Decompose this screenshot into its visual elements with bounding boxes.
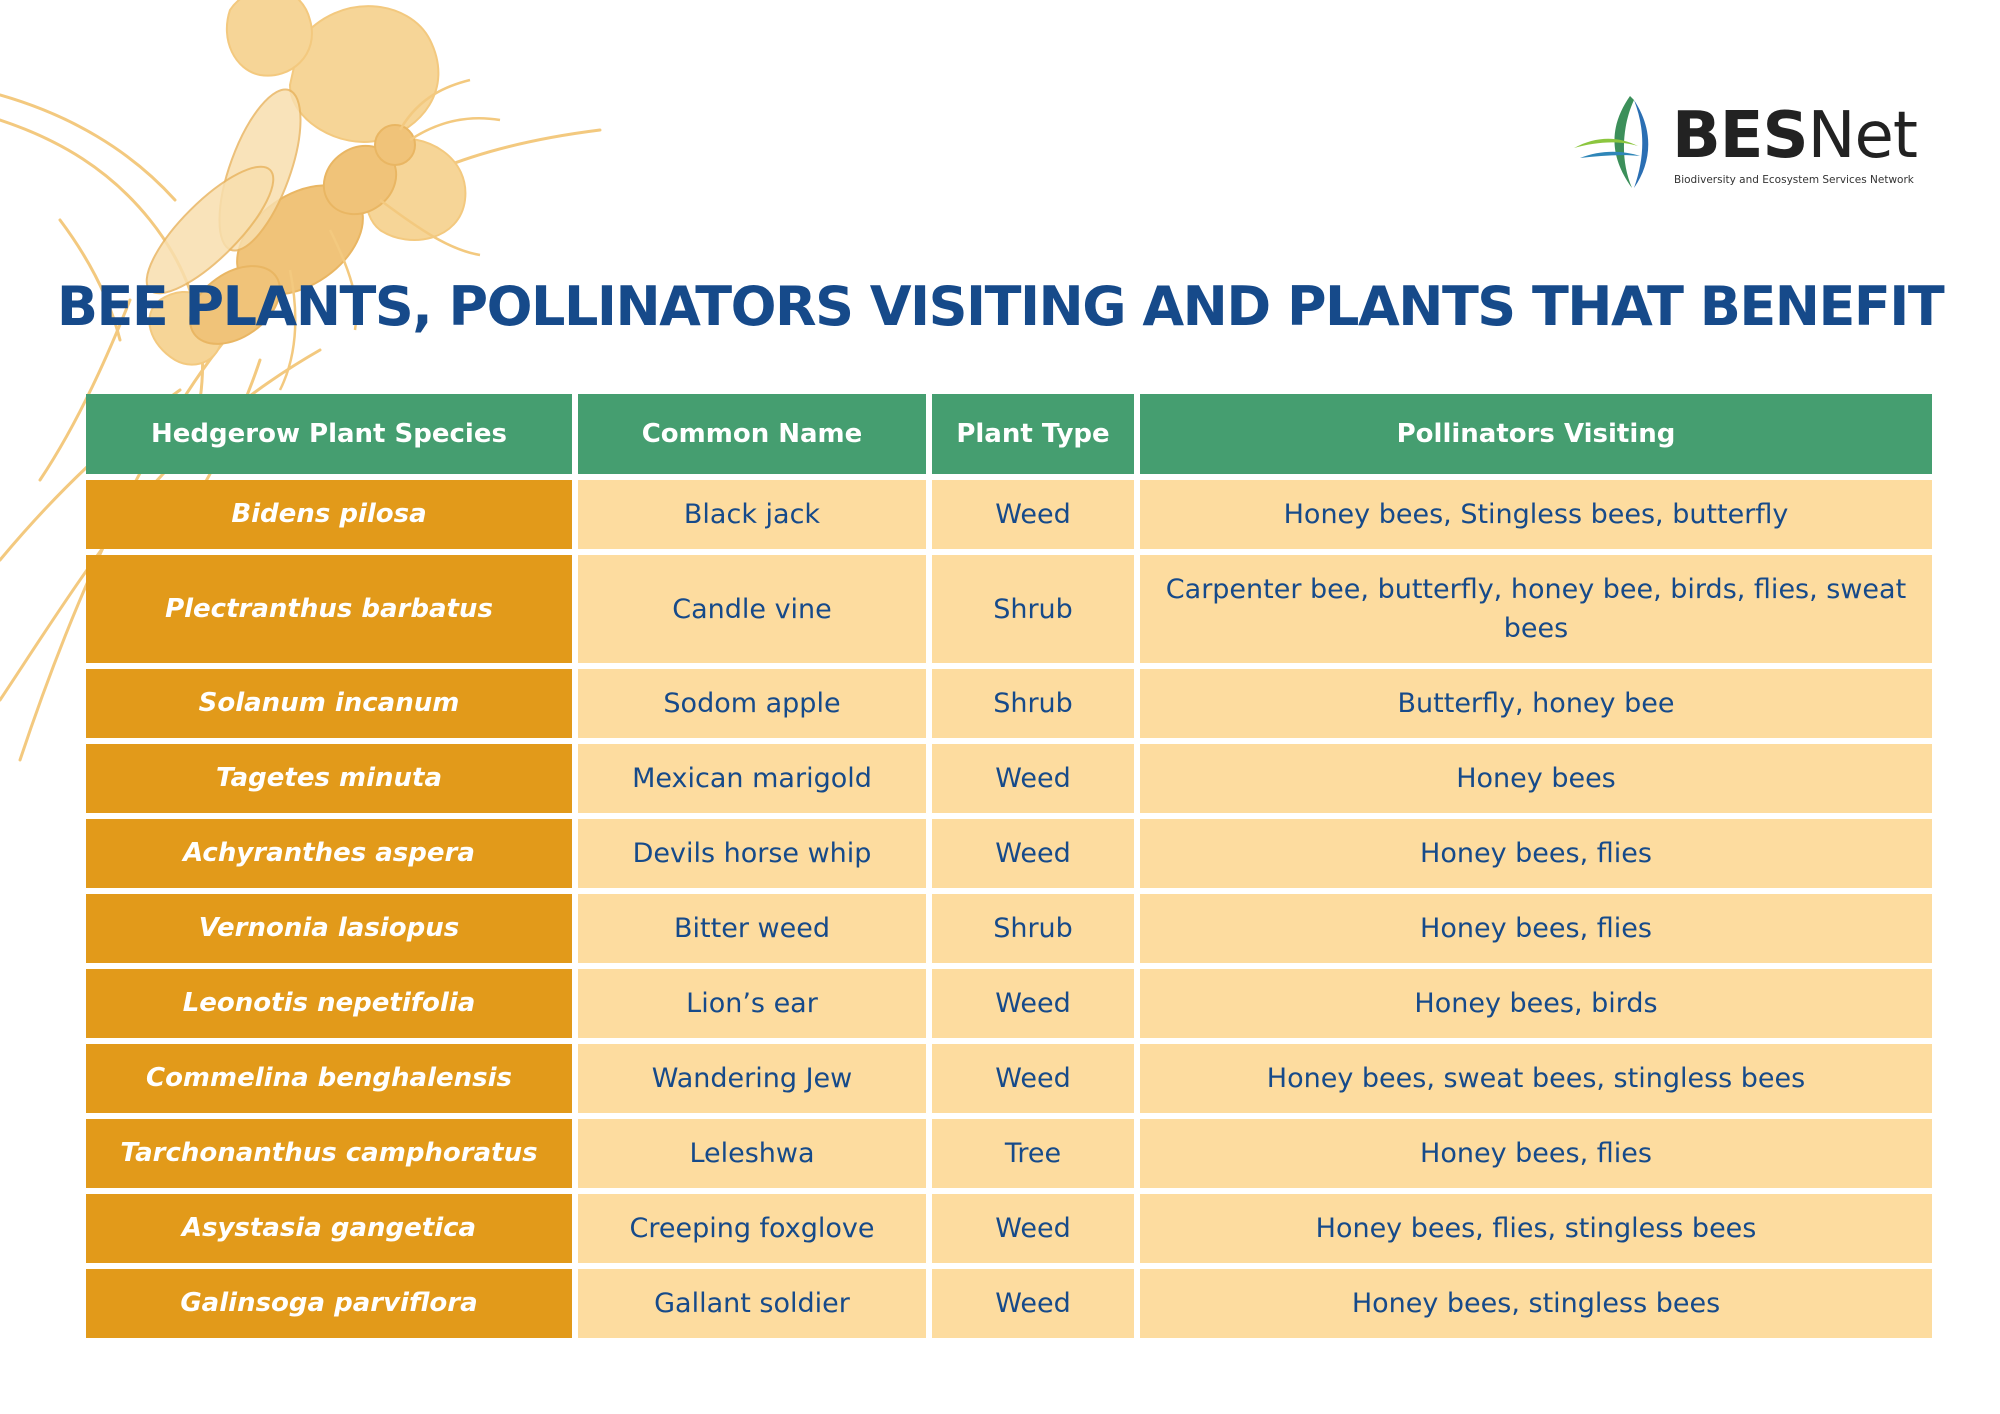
species-cell: Tagetes minuta (86, 744, 572, 813)
table-row (86, 1194, 1932, 1263)
page-title: BEE PLANTS, POLLINATORS VISITING AND PLANTS THAT BENEFIT (56, 275, 1944, 338)
plant-type-cell: Shrub (932, 669, 1134, 738)
pollinators-cell: Carpenter bee, butterfly, honey bee, birds, flies, sweat bees (1140, 555, 1932, 663)
common-name-cell: Black jack (578, 480, 926, 549)
header-common-name: Common Name (578, 394, 926, 474)
plant-type-cell: Weed (932, 819, 1134, 888)
bee-plants-table (80, 388, 1938, 1344)
logo-word-bold: BES (1672, 99, 1808, 173)
pollinators-cell: Honey bees, stingless bees (1140, 1269, 1932, 1338)
logo-tagline: Biodiversity and Ecosystem Services Network (1674, 174, 1914, 186)
species-cell: Galinsoga parviflora (86, 1269, 572, 1338)
header-species: Hedgerow Plant Species (86, 394, 572, 474)
plant-type-cell: Tree (932, 1119, 1134, 1188)
plant-type-cell: Weed (932, 1194, 1134, 1263)
table-row (86, 819, 1932, 888)
species-cell: Bidens pilosa (86, 480, 572, 549)
logo-word-light: Net (1807, 99, 1917, 173)
plant-type-cell: Shrub (932, 894, 1134, 963)
common-name-cell: Candle vine (578, 555, 926, 663)
common-name-cell: Leleshwa (578, 1119, 926, 1188)
common-name-cell: Lion’s ear (578, 969, 926, 1038)
table-row (86, 1119, 1932, 1188)
header-plant-type: Plant Type (932, 394, 1134, 474)
species-cell: Leonotis nepetifolia (86, 969, 572, 1038)
species-cell: Solanum incanum (86, 669, 572, 738)
pollinators-cell: Butterfly, honey bee (1140, 669, 1932, 738)
species-cell: Plectranthus barbatus (86, 555, 572, 663)
pollinators-cell: Honey bees, birds (1140, 969, 1932, 1038)
species-cell: Asystasia gangetica (86, 1194, 572, 1263)
table-row (86, 744, 1932, 813)
table-row (86, 969, 1932, 1038)
pollinators-cell: Honey bees, flies (1140, 894, 1932, 963)
pollinators-cell: Honey bees, flies (1140, 819, 1932, 888)
common-name-cell: Wandering Jew (578, 1044, 926, 1113)
plant-type-cell: Weed (932, 1269, 1134, 1338)
pollinators-cell: Honey bees, sweat bees, stingless bees (1140, 1044, 1932, 1113)
plant-type-cell: Weed (932, 744, 1134, 813)
pollinators-cell: Honey bees, flies, stingless bees (1140, 1194, 1932, 1263)
header-pollinators: Pollinators Visiting (1140, 394, 1932, 474)
species-cell: Vernonia lasiopus (86, 894, 572, 963)
pollinators-cell: Honey bees, flies (1140, 1119, 1932, 1188)
besnet-leaf-mark-icon (1572, 92, 1667, 192)
pollinators-cell: Honey bees, Stingless bees, butterfly (1140, 480, 1932, 549)
common-name-cell: Sodom apple (578, 669, 926, 738)
table-row (86, 480, 1932, 549)
table-header-row (86, 394, 1932, 474)
common-name-cell: Mexican marigold (578, 744, 926, 813)
species-cell: Tarchonanthus camphoratus (86, 1119, 572, 1188)
species-cell: Achyranthes aspera (86, 819, 572, 888)
pollinators-cell: Honey bees (1140, 744, 1932, 813)
table-row (86, 669, 1932, 738)
table-row (86, 894, 1932, 963)
common-name-cell: Creeping foxglove (578, 1194, 926, 1263)
common-name-cell: Bitter weed (578, 894, 926, 963)
plant-type-cell: Shrub (932, 555, 1134, 663)
table-row (86, 555, 1932, 663)
common-name-cell: Gallant soldier (578, 1269, 926, 1338)
common-name-cell: Devils horse whip (578, 819, 926, 888)
logo-wordmark (1672, 99, 1917, 173)
species-cell: Commelina benghalensis (86, 1044, 572, 1113)
table-row (86, 1044, 1932, 1113)
plant-type-cell: Weed (932, 1044, 1134, 1113)
plant-type-cell: Weed (932, 480, 1134, 549)
besnet-logo (1572, 92, 1932, 202)
plant-type-cell: Weed (932, 969, 1134, 1038)
table-row (86, 1269, 1932, 1338)
